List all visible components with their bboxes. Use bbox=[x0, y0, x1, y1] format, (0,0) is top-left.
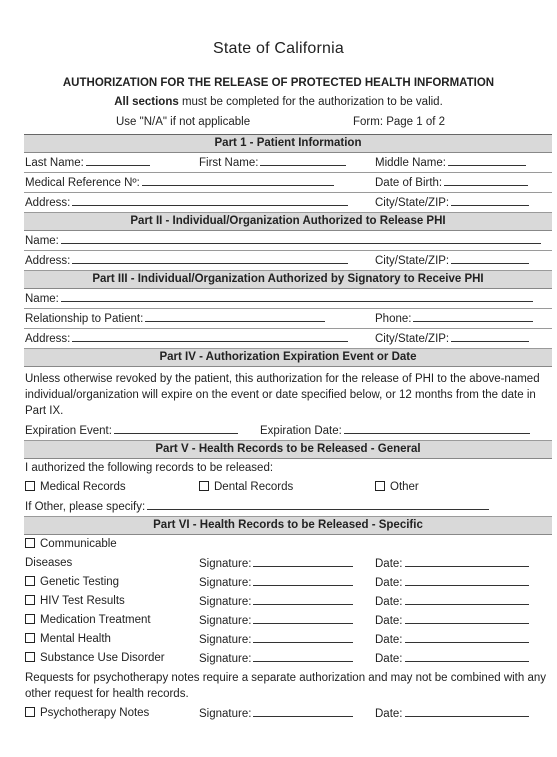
psychotherapy-option[interactable] bbox=[25, 704, 149, 723]
na-note: Use "N/A" if not applicable bbox=[116, 116, 251, 128]
specific-item-option[interactable] bbox=[25, 611, 151, 630]
signature-label: Signature: bbox=[199, 596, 252, 608]
part1-row-names bbox=[24, 153, 552, 173]
communicable-checkbox[interactable] bbox=[25, 538, 35, 548]
requirement-rest: must be completed for the authorization to be valid. bbox=[178, 96, 443, 108]
specific-item-label: Mental Health bbox=[40, 633, 111, 645]
specific-item-signature-field[interactable] bbox=[199, 630, 353, 649]
signature-blank[interactable] bbox=[253, 592, 353, 605]
p2-name-field[interactable] bbox=[25, 231, 541, 251]
communicable-label-2: Diseases bbox=[25, 557, 73, 569]
medical-records-option[interactable] bbox=[25, 478, 126, 497]
expiration-date-blank[interactable] bbox=[344, 421, 530, 434]
expiration-event-field[interactable] bbox=[25, 421, 238, 441]
psychotherapy-note: Requests for psychotherapy notes require a separate authorization and may not be combined with any other request for health records. bbox=[25, 672, 547, 700]
first-name-field[interactable] bbox=[199, 153, 346, 173]
communicable-signature-field[interactable] bbox=[199, 554, 353, 573]
specific-item-date-field[interactable] bbox=[375, 573, 529, 592]
page-indicator: Form: Page 1 of 2 bbox=[353, 116, 446, 128]
middle-name-field[interactable] bbox=[375, 153, 526, 173]
signature-label: Signature: bbox=[199, 615, 252, 627]
specific-item-checkbox[interactable] bbox=[25, 595, 35, 605]
part1-row-address bbox=[24, 193, 552, 213]
specific-item-row bbox=[24, 649, 552, 668]
med-ref-field[interactable] bbox=[25, 173, 334, 193]
p2-address-field[interactable] bbox=[25, 251, 348, 271]
p3-address-field[interactable] bbox=[25, 329, 348, 349]
specific-item-label: HIV Test Results bbox=[40, 595, 125, 607]
p3-city-blank[interactable] bbox=[451, 329, 529, 342]
signature-blank[interactable] bbox=[253, 630, 353, 643]
state-title: State of California bbox=[213, 40, 344, 57]
date-label: Date: bbox=[375, 558, 403, 570]
specific-item-option[interactable] bbox=[25, 649, 165, 668]
specific-item-option[interactable] bbox=[25, 573, 119, 592]
relationship-blank[interactable] bbox=[145, 309, 325, 322]
p2-city-label: City/State/ZIP: bbox=[375, 255, 450, 267]
relationship-label: Relationship to Patient: bbox=[25, 313, 144, 325]
form-title: AUTHORIZATION FOR THE RELEASE OF PROTECTED HEALTH INFORMATION bbox=[62, 77, 495, 89]
p2-name-blank[interactable] bbox=[61, 231, 541, 244]
p2-address-blank[interactable] bbox=[72, 251, 348, 264]
date-blank[interactable] bbox=[405, 704, 529, 717]
date-label: Date: bbox=[375, 653, 403, 665]
expiration-event-blank[interactable] bbox=[114, 421, 238, 434]
specific-item-date-field[interactable] bbox=[375, 592, 529, 611]
part4-header: Part IV - Authorization Expiration Event or Date bbox=[24, 349, 552, 367]
part1-row-ref bbox=[24, 173, 552, 193]
first-name-label: First Name: bbox=[199, 157, 259, 169]
expiration-date-field[interactable] bbox=[260, 421, 530, 441]
other-records-checkbox[interactable] bbox=[375, 481, 385, 491]
signature-blank[interactable] bbox=[253, 611, 353, 624]
last-name-field[interactable] bbox=[25, 153, 150, 173]
date-blank[interactable] bbox=[405, 649, 529, 662]
specific-item-signature-field[interactable] bbox=[199, 611, 353, 630]
specific-item-row bbox=[24, 630, 552, 649]
date-label: Date: bbox=[375, 577, 403, 589]
specific-item-date-field[interactable] bbox=[375, 611, 529, 630]
p3-city-field[interactable] bbox=[375, 329, 529, 349]
date-blank[interactable] bbox=[405, 573, 529, 586]
p3-name-blank[interactable] bbox=[61, 289, 533, 302]
specific-item-signature-field[interactable] bbox=[199, 649, 353, 668]
part5-intro-text: I authorized the following records to be released: bbox=[25, 462, 274, 474]
specific-item-option[interactable] bbox=[25, 630, 111, 649]
specific-item-checkbox[interactable] bbox=[25, 614, 35, 624]
p1-city-field[interactable] bbox=[375, 193, 529, 213]
p3-name-field[interactable] bbox=[25, 289, 533, 309]
p2-name-label: Name: bbox=[25, 235, 59, 247]
communicable-option[interactable] bbox=[25, 535, 117, 554]
signature-label: Signature: bbox=[199, 558, 252, 570]
signature-blank[interactable] bbox=[253, 573, 353, 586]
date-label: Date: bbox=[375, 634, 403, 646]
part5-intro bbox=[24, 459, 552, 478]
part6-header: Part VI - Health Records to be Released - Specific bbox=[24, 517, 552, 535]
p1-address-blank[interactable] bbox=[72, 193, 348, 206]
relationship-field[interactable] bbox=[25, 309, 325, 329]
part3-header: Part III - Individual/Organization Authorized by Signatory to Receive PHI bbox=[24, 271, 552, 289]
specific-item-row bbox=[24, 611, 552, 630]
psychotherapy-checkbox[interactable] bbox=[25, 707, 35, 717]
signature-blank[interactable] bbox=[253, 649, 353, 662]
signature-blank[interactable] bbox=[253, 704, 353, 717]
phone-label: Phone: bbox=[375, 313, 412, 325]
last-name-blank[interactable] bbox=[86, 153, 150, 166]
dental-records-checkbox[interactable] bbox=[199, 481, 209, 491]
date-blank[interactable] bbox=[405, 630, 529, 643]
p3-name-label: Name: bbox=[25, 293, 59, 305]
date-blank[interactable] bbox=[405, 611, 529, 624]
other-specify-label: If Other, please specify: bbox=[25, 501, 146, 513]
p2-address-label: Address: bbox=[25, 255, 71, 267]
communicable-row-1 bbox=[24, 535, 552, 554]
dob-field[interactable] bbox=[375, 173, 528, 193]
part2-header: Part II - Individual/Organization Authorized to Release PHI bbox=[24, 213, 552, 231]
p2-city-blank[interactable] bbox=[451, 251, 529, 264]
p1-address-field[interactable] bbox=[25, 193, 348, 213]
part2-row-address bbox=[24, 251, 552, 271]
expiration-date-label: Expiration Date: bbox=[260, 425, 342, 437]
specific-item-checkbox[interactable] bbox=[25, 576, 35, 586]
first-name-blank[interactable] bbox=[260, 153, 346, 166]
part3-row-address bbox=[24, 329, 552, 349]
dental-records-label: Dental Records bbox=[214, 481, 294, 493]
expiration-event-label: Expiration Event: bbox=[25, 425, 112, 437]
part5-row-specify bbox=[24, 497, 552, 517]
specific-item-row bbox=[24, 592, 552, 611]
p2-city-field[interactable] bbox=[375, 251, 529, 271]
signature-label: Signature: bbox=[199, 653, 252, 665]
p1-city-blank[interactable] bbox=[451, 193, 529, 206]
requirement-note bbox=[0, 96, 557, 108]
p3-address-blank[interactable] bbox=[72, 329, 348, 342]
specific-item-label: Genetic Testing bbox=[40, 576, 120, 588]
specific-item-date-field[interactable] bbox=[375, 630, 529, 649]
psychotherapy-label: Psychotherapy Notes bbox=[40, 707, 150, 719]
phone-blank[interactable] bbox=[413, 309, 533, 322]
communicable-row-2 bbox=[24, 554, 552, 573]
date-blank[interactable] bbox=[405, 592, 529, 605]
p1-city-label: City/State/ZIP: bbox=[375, 197, 450, 209]
date-label: Date: bbox=[375, 615, 403, 627]
part1-header: Part 1 - Patient Information bbox=[24, 135, 552, 153]
other-specify-blank[interactable] bbox=[147, 497, 489, 510]
specific-item-label: Medication Treatment bbox=[40, 614, 151, 626]
middle-name-label: Middle Name: bbox=[375, 157, 446, 169]
date-label: Date: bbox=[375, 596, 403, 608]
specific-item-row bbox=[24, 573, 552, 592]
dental-records-option[interactable] bbox=[199, 478, 293, 497]
signature-label: Signature: bbox=[199, 708, 252, 720]
med-ref-blank[interactable] bbox=[142, 173, 334, 186]
specific-item-label: Substance Use Disorder bbox=[40, 652, 165, 664]
phone-field[interactable] bbox=[375, 309, 533, 329]
psychotherapy-signature-field[interactable] bbox=[199, 704, 353, 723]
part5-row-checkboxes bbox=[24, 478, 552, 497]
signature-label: Signature: bbox=[199, 577, 252, 589]
p3-city-label: City/State/ZIP: bbox=[375, 333, 450, 345]
psychotherapy-row bbox=[24, 704, 552, 723]
requirement-bold: All sections bbox=[114, 96, 179, 108]
specific-item-option[interactable] bbox=[25, 592, 125, 611]
part5-header: Part V - Health Records to be Released - General bbox=[24, 441, 552, 459]
part4-row-expiration bbox=[24, 421, 552, 441]
specific-item-checkbox[interactable] bbox=[25, 652, 35, 662]
part3-row-name bbox=[24, 289, 552, 309]
date-label: Date: bbox=[375, 708, 403, 720]
specific-item-signature-field[interactable] bbox=[199, 592, 353, 611]
med-ref-label: Medical Reference Nº: bbox=[25, 177, 140, 189]
specific-item-date-field[interactable] bbox=[375, 649, 529, 668]
other-records-label: Other bbox=[390, 481, 419, 493]
authorization-form bbox=[24, 134, 552, 723]
specific-items-list bbox=[24, 573, 552, 668]
part2-row-name bbox=[24, 231, 552, 251]
communicable-date-field[interactable] bbox=[375, 554, 529, 573]
p1-address-label: Address: bbox=[25, 197, 71, 209]
signature-label: Signature: bbox=[199, 634, 252, 646]
last-name-label: Last Name: bbox=[25, 157, 84, 169]
other-records-option[interactable] bbox=[375, 478, 419, 497]
specific-item-checkbox[interactable] bbox=[25, 633, 35, 643]
p3-address-label: Address: bbox=[25, 333, 71, 345]
psychotherapy-date-field[interactable] bbox=[375, 704, 529, 723]
dob-label: Date of Birth: bbox=[375, 177, 443, 189]
dob-blank[interactable] bbox=[444, 173, 528, 186]
medical-records-checkbox[interactable] bbox=[25, 481, 35, 491]
date-blank[interactable] bbox=[405, 554, 529, 567]
specific-item-signature-field[interactable] bbox=[199, 573, 353, 592]
communicable-label-1: Communicable bbox=[40, 538, 117, 550]
middle-name-blank[interactable] bbox=[448, 153, 526, 166]
other-specify-field[interactable] bbox=[25, 497, 489, 517]
part3-row-relationship bbox=[24, 309, 552, 329]
signature-blank[interactable] bbox=[253, 554, 353, 567]
medical-records-label: Medical Records bbox=[40, 481, 126, 493]
expiration-text: Unless otherwise revoked by the patient, this authorization for the release of PHI to the above-named individual/organization will expire on the event or date specified below, or 12 months from the date in Part IX. bbox=[25, 373, 540, 417]
